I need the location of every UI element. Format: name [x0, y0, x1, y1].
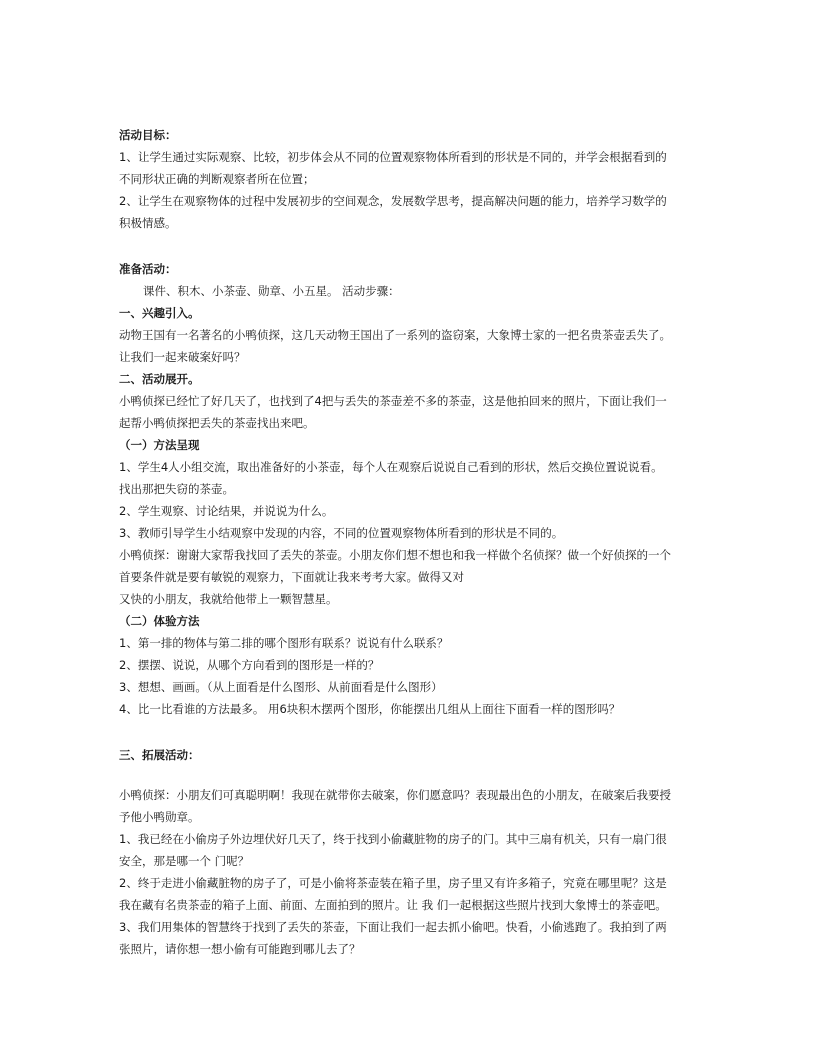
- extend-line-8: 张照片，请你想一想小偷有可能跑到哪儿去了？: [119, 942, 361, 956]
- experience-line-2: 2、摆摆、说说，从哪个方向看到的图形是一样的？: [119, 658, 380, 672]
- experience-line-3: 3、想想、画画。（从上面看是什么图形、从前面看是什么图形）: [119, 680, 443, 694]
- extend-line-2: 予他小鸭勋章。: [119, 810, 200, 824]
- experience-heading: （二）体验方法: [119, 614, 200, 628]
- method-line-6: 首要条件就是要有敏锐的观察力，下面就让我来考考大家。做得又对: [119, 570, 464, 584]
- method-line-7: 又快的小朋友，我就给他带上一颗智慧星。: [119, 592, 338, 606]
- prep-heading: 准备活动：: [119, 262, 177, 276]
- extend-line-6: 我在藏有名贵茶壶的箱子上面、前面、左面拍到的照片。让 我 们一起根据这些照片找到大象博士的茶壶吧。: [119, 898, 667, 912]
- goals-line-4: 积极情感。: [119, 216, 177, 230]
- method-line-5: 小鸭侦探：谢谢大家帮我找回了丢失的茶壶。小朋友你们想不想也和我一样做个名侦探？做一个好侦探的一个: [119, 548, 671, 562]
- intro-line-1: 动物王国有一名著名的小鸭侦探，这几天动物王国出了一系列的盗窃案，大象博士家的一把名贵茶壶丢失了。: [119, 328, 671, 342]
- extend-line-5: 2、终于走进小偷藏脏物的房子了，可是小偷将茶壶装在箱子里，房子里又有许多箱子，究竟在哪里呢？这是: [119, 876, 667, 890]
- method-line-1: 1、学生4人小组交流，取出准备好的小茶壶，每个人在观察后说说自己看到的形状，然后交换位置说说看。: [119, 460, 663, 474]
- spacer: [119, 720, 705, 744]
- spacer: [119, 234, 705, 258]
- method-line-4: 3、教师引导学生小结观察中发现的内容，不同的位置观察物体所看到的形状是不同的。: [119, 526, 564, 540]
- goals-heading: 活动目标：: [119, 128, 177, 142]
- extend-heading: 三、拓展活动：: [119, 748, 200, 762]
- method-line-2: 找出那把失窃的茶壶。: [119, 482, 234, 496]
- develop-line-2: 起帮小鸭侦探把丢失的茶壶找出来吧。: [119, 416, 315, 430]
- document-body: [119, 124, 705, 960]
- goals-line-3: 2、让学生在观察物体的过程中发展初步的空间观念，发展数学思考，提高解决问题的能力，培养学习数学的: [119, 194, 667, 208]
- goals-line-2: 不同形状正确的判断观察者所在位置；: [119, 172, 315, 186]
- experience-line-1: 1、第一排的物体与第二排的哪个图形有联系？说说有什么联系？: [119, 636, 449, 650]
- spacer: [119, 766, 705, 784]
- experience-line-4: 4、比一比看谁的方法最多。 用6块积木摆两个图形，你能摆出几组从上面往下面看一样的图形吗？: [119, 702, 621, 716]
- extend-line-3: 1、我已经在小偷房子外边埋伏好几天了，终于找到小偷藏脏物的房子的门。其中三扇有机关，只有一扇门很: [119, 832, 667, 846]
- extend-line-4: 安全，那是哪一个 门呢？: [119, 854, 250, 868]
- method-heading: （一）方法呈现: [119, 438, 200, 452]
- develop-line-1: 小鸭侦探已经忙了好几天了，也找到了4把与丢失的茶壶差不多的茶壶，这是他拍回来的照片，下面让我们一: [119, 394, 667, 408]
- goals-line-1: 1、让学生通过实际观察、比较，初步体会从不同的位置观察物体所看到的形状是不同的，并学会根据看到的: [119, 150, 667, 164]
- prep-line: 课件、积木、小茶壶、勋章、小五星。 活动步骤：: [143, 284, 400, 298]
- method-line-3: 2、学生观察、讨论结果，并说说为什么。: [119, 504, 334, 518]
- intro-line-2: 让我们一起来破案好吗？: [119, 350, 246, 364]
- intro-heading: 一、兴趣引入。: [119, 306, 200, 320]
- extend-line-7: 3、我们用集体的智慧终于找到了丢失的茶壶，下面让我们一起去抓小偷吧。快看，小偷逃跑了。我拍到了两: [119, 920, 667, 934]
- extend-line-1: 小鸭侦探：小朋友们可真聪明啊！我现在就带你去破案，你们愿意吗？表现最出色的小朋友，在破案后我要授: [119, 788, 671, 802]
- develop-heading: 二、活动展开。: [119, 372, 200, 386]
